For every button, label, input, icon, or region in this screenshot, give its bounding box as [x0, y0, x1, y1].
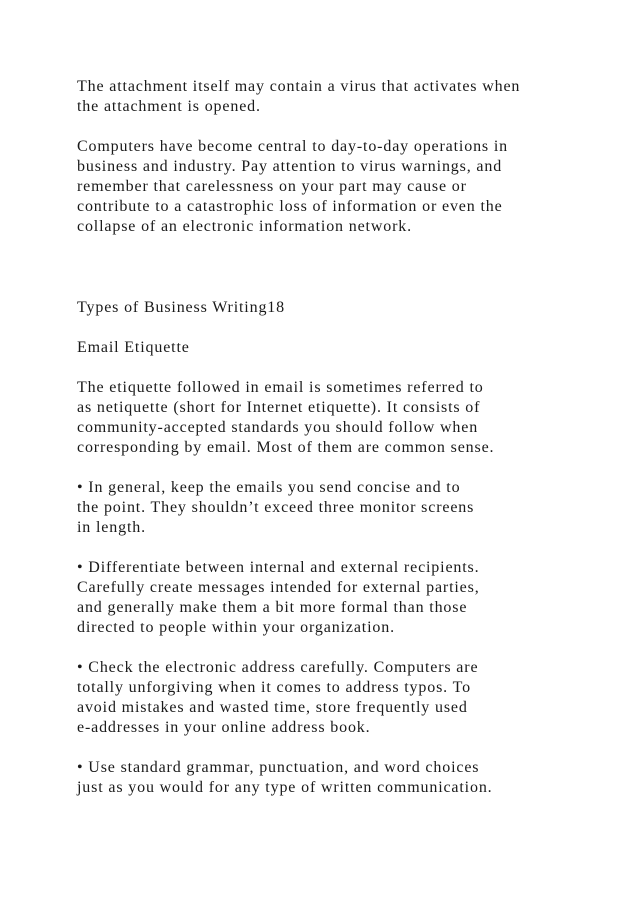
paragraph-2-line-5: collapse of an electronic information network.	[77, 218, 412, 235]
bullet-3-line-2: totally unforgiving when it comes to address typos. To	[77, 679, 471, 696]
paragraph-2-line-4: contribute to a catastrophic loss of information or even the	[77, 198, 503, 215]
bullet-2-line-2: Carefully create messages intended for external parties,	[77, 579, 480, 596]
bullet-4-line-2: just as you would for any type of written communication.	[77, 779, 493, 796]
bullet-3-line-3: avoid mistakes and wasted time, store frequently used	[77, 699, 468, 716]
bullet-1-line-1: • In general, keep the emails you send concise and to	[77, 479, 461, 496]
bullet-2-line-3: and generally make them a bit more formal than those	[77, 599, 468, 616]
paragraph-3-line-4: corresponding by email. Most of them are common sense.	[77, 439, 495, 456]
running-header: Types of Business Writing18	[77, 299, 285, 316]
bullet-4-line-1: • Use standard grammar, punctuation, and word choices	[77, 759, 480, 776]
paragraph-2-line-3: remember that carelessness on your part may cause or	[77, 178, 467, 195]
paragraph-3-line-1: The etiquette followed in email is sometimes referred to	[77, 379, 484, 396]
paragraph-3-line-2: as netiquette (short for Internet etiquette). It consists of	[77, 399, 481, 416]
paragraph-1-line-2: the attachment is opened.	[77, 98, 261, 115]
paragraph-3-line-3: community-accepted standards you should follow when	[77, 419, 479, 436]
paragraph-2-line-2: business and industry. Pay attention to virus warnings, and	[77, 158, 503, 175]
bullet-1-line-3: in length.	[77, 519, 146, 536]
paragraph-1-line-1: The attachment itself may contain a virus that activates when	[77, 78, 521, 95]
bullet-1-line-2: the point. They shouldn’t exceed three monitor screens	[77, 499, 475, 516]
section-heading: Email Etiquette	[77, 339, 190, 356]
paragraph-2-line-1: Computers have become central to day-to-day operations in	[77, 138, 508, 155]
bullet-2-line-1: • Differentiate between internal and external recipients.	[77, 559, 480, 576]
bullet-2-line-4: directed to people within your organization.	[77, 619, 395, 636]
bullet-3-line-4: e-addresses in your online address book.	[77, 719, 371, 736]
bullet-3-line-1: • Check the electronic address carefully. Computers are	[77, 659, 479, 676]
